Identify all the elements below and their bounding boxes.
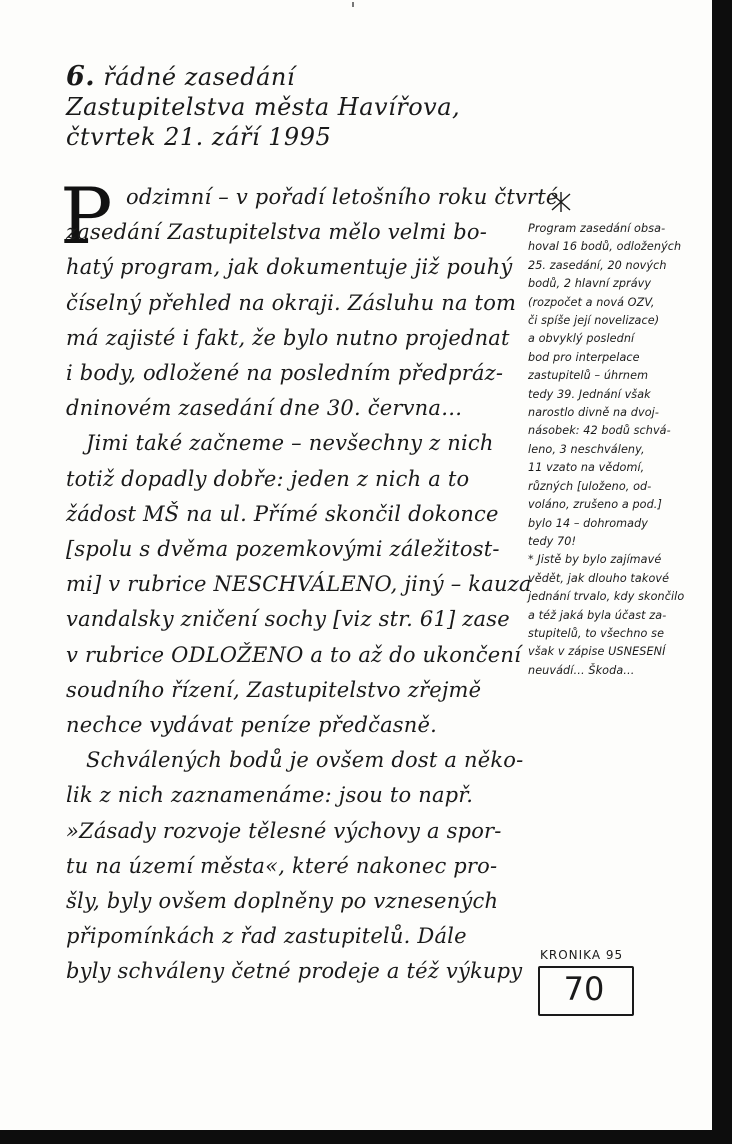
margin-line: či spíše její novelizace)	[528, 314, 660, 328]
margin-line: a obvyklý poslední	[528, 332, 635, 346]
body-line: Schválených bodů je ovšem dost a něko-	[86, 748, 524, 773]
margin-line: stupitelů, to všechno se	[528, 626, 665, 640]
body-line: mi] v rubrice NESCHVÁLENO, jiný – kauza	[66, 572, 532, 597]
margin-line: voláno, zrušeno a pod.]	[528, 498, 662, 512]
body-line: vandalsky zničení sochy [viz str. 61] zase	[66, 607, 510, 632]
meeting-heading	[66, 62, 506, 152]
body-line: tu na území města«, které nakonec pro-	[66, 853, 498, 878]
margin-line: však v zápise USNESENÍ	[528, 645, 666, 659]
margin-line: a též jaká byla účast za-	[528, 608, 667, 622]
body-line: nechce vydávat peníze předčasně.	[66, 713, 438, 738]
body-line: žádost MŠ na ul. Přímé skončil dokonce	[66, 501, 499, 526]
chronicle-label: KRONIKA 95	[540, 948, 624, 962]
margin-line: bodů, 2 hlavní zprávy	[528, 277, 652, 291]
margin-line: 11 vzato na vědomí,	[528, 461, 645, 475]
body-line: lik z nich zaznamenáme: jsou to např.	[66, 783, 474, 808]
body-line: [spolu s dvěma pozemkovými záležitost-	[66, 537, 500, 562]
margin-line: různých [uloženo, od-	[528, 479, 652, 493]
drop-cap: P	[60, 172, 113, 262]
body-line: i body, odložené na posledním předpráz-	[66, 361, 504, 386]
margin-line: vědět, jak dlouho takové	[528, 571, 670, 585]
margin-line: leno, 3 neschváleny,	[528, 442, 645, 456]
heading-line-2: Zastupitelstva města Havířova,	[66, 93, 461, 121]
margin-line: násobek: 42 bodů schvá-	[528, 424, 671, 438]
asterisk-mark-icon	[548, 190, 574, 214]
margin-line: neuvádí… Škoda…	[528, 663, 635, 677]
scan-speck	[352, 2, 354, 7]
body-line: zasedání Zastupitelstva mělo velmi bo-	[66, 220, 488, 245]
margin-line: Program zasedání obsa-	[528, 222, 666, 235]
body-line: číselný přehled na okraji. Zásluhu na tom	[66, 290, 517, 315]
body-line: »Zásady rozvoje tělesné výchovy a spor-	[66, 818, 502, 843]
heading-line-3: čtvrtek 21. září 1995	[66, 123, 332, 151]
body-line: připomínkách z řad zastupitelů. Dále	[66, 924, 467, 949]
margin-line: tedy 39. Jednání však	[528, 387, 651, 401]
body-line: odzimní – v pořadí letošního roku čtvrté	[126, 185, 559, 209]
body-line: šly, byly ovšem doplněny po vznesených	[66, 889, 499, 914]
margin-line: (rozpočet a nová OZV,	[528, 295, 655, 309]
margin-line: bod pro interpelace	[528, 350, 640, 364]
body-line: totiž dopadly dobře: jeden z nich a to	[66, 466, 470, 491]
margin-note	[528, 220, 710, 680]
margin-line: zastupitelů – úhrnem	[528, 369, 649, 383]
body-line: byly schváleny četné prodeje a též výkupy	[66, 959, 523, 984]
page-number: 70	[563, 970, 605, 1008]
margin-line: narostlo divně na dvoj-	[528, 406, 659, 420]
heading-number: 6.	[66, 61, 96, 92]
body-line: Jimi také začneme – nevšechny z nich	[86, 431, 494, 456]
heading-line-1-text: řádné zasedání	[103, 63, 296, 91]
scan-edge-right	[712, 0, 732, 1144]
margin-line: bylo 14 – dohromady	[528, 516, 649, 530]
margin-line: tedy 70!	[528, 534, 577, 548]
heading-line-1	[66, 62, 506, 92]
margin-line: 25. zasedání, 20 nových	[528, 258, 667, 272]
body-line: dninovém zasedání dne 30. června…	[66, 396, 463, 421]
body-line: soudního řízení, Zastupitelstvo zřejmě	[66, 677, 482, 702]
margin-line: jednání trvalo, kdy skončilo	[528, 590, 685, 604]
body-line: v rubrice ODLOŽENO a to až do ukončení	[66, 642, 521, 667]
margin-line: * Jistě by bylo zajímavé	[528, 553, 662, 567]
margin-line: hoval 16 bodů, odložených	[528, 240, 682, 254]
body-line: hatý program, jak dokumentuje již pouhý	[66, 255, 513, 280]
body-line: má zajisté i fakt, že bylo nutno projednat	[66, 325, 510, 350]
scan-edge-bottom	[0, 1130, 732, 1144]
